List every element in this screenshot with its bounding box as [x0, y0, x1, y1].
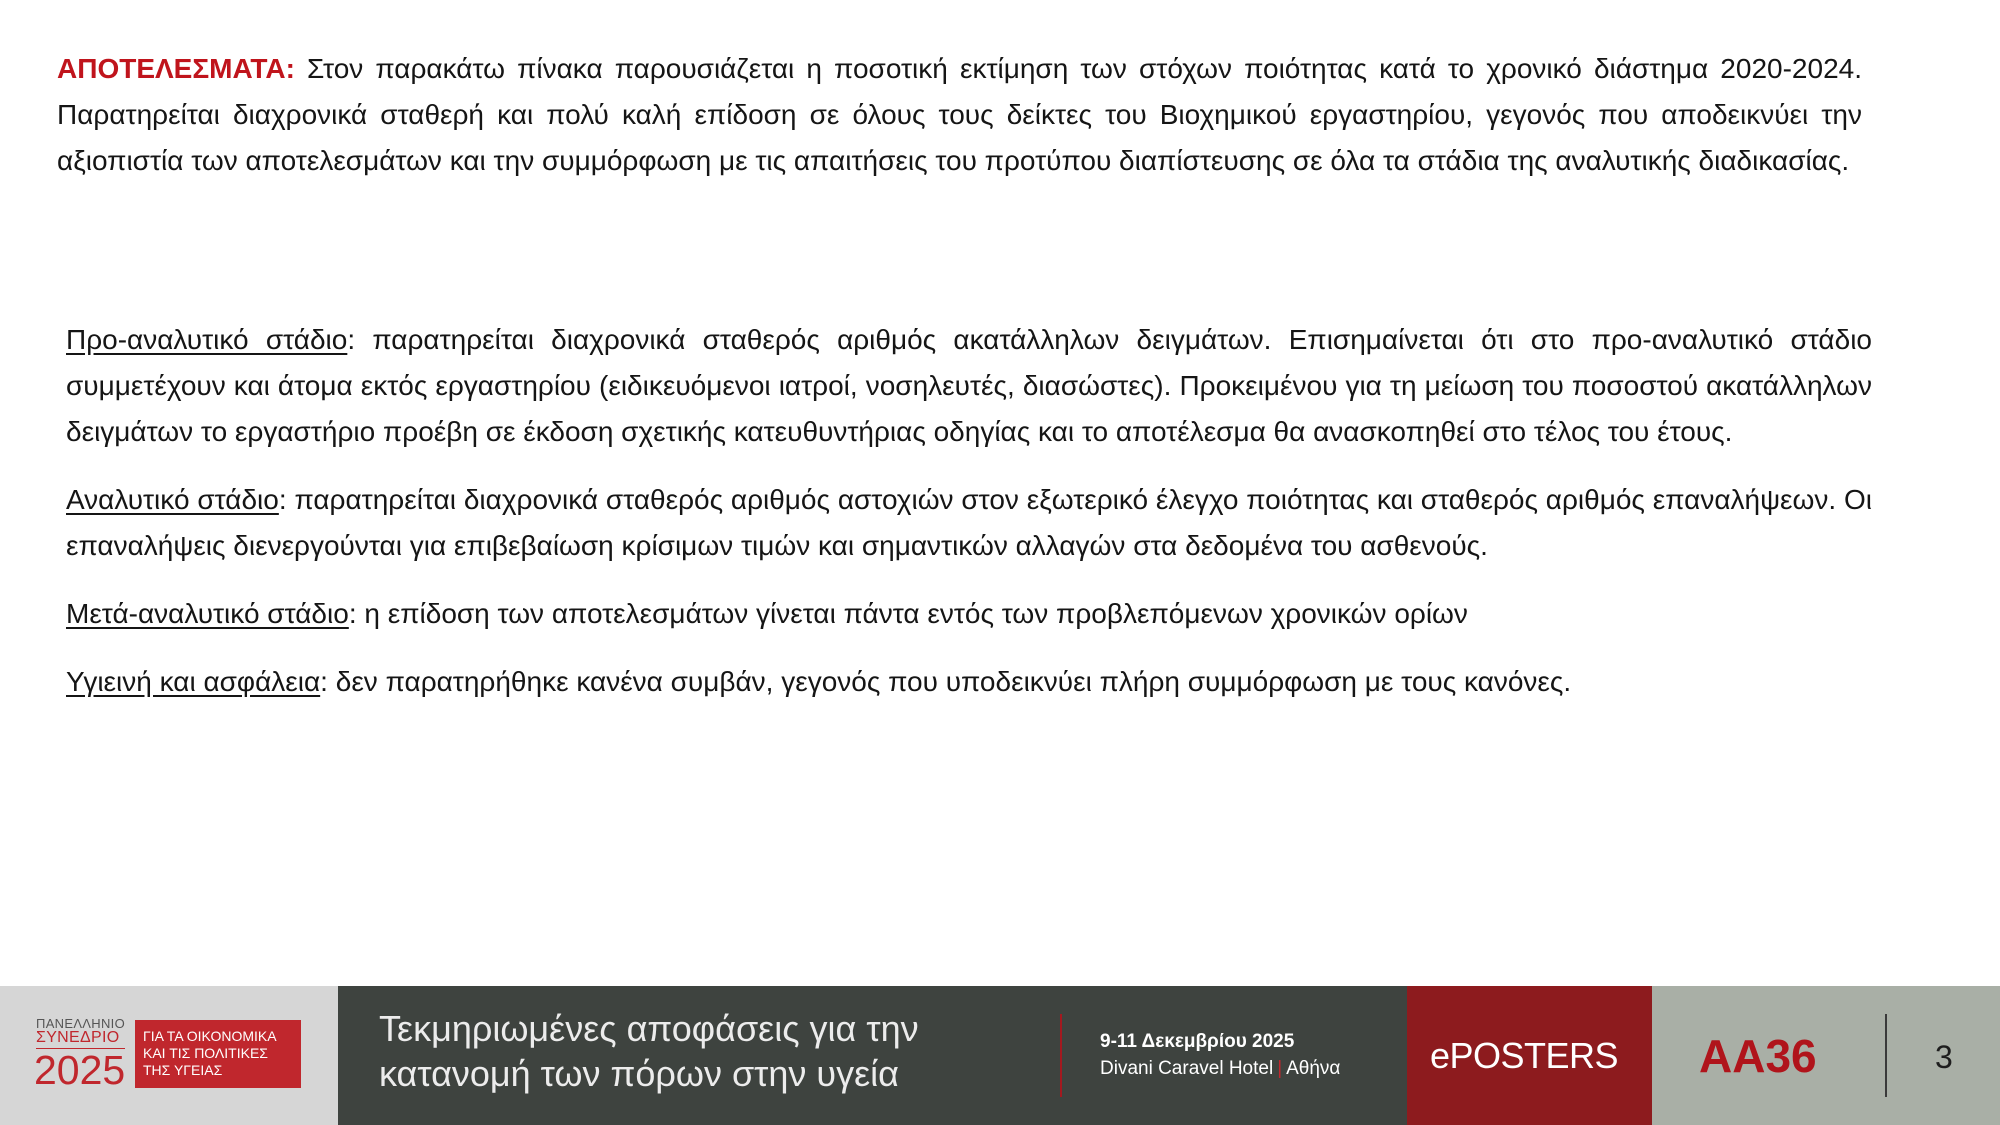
- results-paragraph: [57, 46, 1862, 184]
- poster-code-panel: [1652, 986, 2000, 1125]
- stage-text: : η επίδοση των αποτελεσμάτων γίνεται πάντα εντός των προβλεπόμενων χρονικών ορίων: [348, 598, 1468, 629]
- theme-line: κατανομή των πόρων στην υγεία: [379, 1053, 899, 1094]
- logo-box-line: ΓΙΑ ΤΑ ΟΙΚΟΝΟΜΙΚΑ: [143, 1028, 277, 1044]
- eposters-label: ePOSTERS: [1430, 1035, 1619, 1076]
- footer-banner: [0, 986, 2000, 1125]
- conference-dates: 9-11 Δεκεμβρίου 2025: [1100, 1031, 1295, 1052]
- stages-section: [66, 317, 1872, 727]
- logo-panhellenic: ΠΑΝΕΛΛΗΝΙΟ: [36, 1016, 125, 1031]
- venue-name: Divani Caravel Hotel: [1100, 1058, 1274, 1079]
- logo-conference: ΣΥΝΕΔΡΙΟ: [36, 1029, 120, 1046]
- stage-text: : δεν παρατηρήθηκε κανένα συμβάν, γεγονός που υποδεικνύει πλήρη συμμόρφωση με τους κανόνες.: [320, 666, 1572, 697]
- page-number: 3: [1935, 1039, 1953, 1075]
- logo-box-line: ΤΗΣ ΥΓΕΙΑΣ: [143, 1062, 223, 1078]
- stage-post-analytical: [66, 591, 1872, 637]
- poster-code: AA36: [1699, 1030, 1817, 1082]
- logo-red-box: [135, 1020, 301, 1088]
- stage-analytical: [66, 477, 1872, 569]
- results-label: ΑΠΟΤΕΛΕΣΜΑΤΑ:: [57, 53, 295, 84]
- results-text: Στον παρακάτω πίνακα παρουσιάζεται η ποσοτική εκτίμηση των στόχων ποιότητας κατά το χρονικό διάστημα 2020-2024. Παρατηρείται διαχρονικά σταθερή και πολύ καλή επίδοση σε όλους τους δείκτες του Βιοχημικού εργαστηρίου, γεγονός που αποδεικνύει την αξιοπιστία των αποτελεσμάτων και την συμμόρφωση με τις απαιτήσεις του προτύπου διαπίστευσης σε όλα τα στάδια της αναλυτικής διαδικασίας.: [57, 53, 1862, 176]
- eposters-panel: [1407, 986, 1652, 1125]
- logo-box-line: ΚΑΙ ΤΙΣ ΠΟΛΙΤΙΚΕΣ: [143, 1045, 268, 1061]
- stage-health-safety: [66, 659, 1872, 705]
- stage-label: Προ-αναλυτικό στάδιο: [66, 324, 348, 355]
- stage-label: Αναλυτικό στάδιο: [66, 484, 279, 515]
- logo-year: 2025: [34, 1047, 126, 1093]
- theme-divider: [1060, 1014, 1062, 1097]
- venue-city: Αθήνα: [1286, 1058, 1341, 1079]
- stage-pre-analytical: [66, 317, 1872, 455]
- conference-venue: [1100, 1056, 1340, 1082]
- conference-theme: [379, 1006, 919, 1096]
- conference-theme-panel: [338, 986, 1407, 1125]
- stage-text: : παρατηρείται διαχρονικά σταθερός αριθμός αστοχιών στον εξωτερικό έλεγχο ποιότητας και σταθερός αριθμός επαναλήψεων. Οι επαναλήψεις διενεργούνται για επιβεβαίωση κρίσιμων τιμών και σημαντικών αλλαγών στα δεδομένα του ασθενούς.: [66, 484, 1872, 561]
- theme-line: Τεκμηριωμένες αποφάσεις για την: [379, 1008, 919, 1049]
- venue-separator: |: [1277, 1058, 1283, 1079]
- stage-text: : παρατηρείται διαχρονικά σταθερός αριθμός ακατάλληλων δειγμάτων. Επισημαίνεται ότι στο προ-αναλυτικό στάδιο συμμετέχουν και άτομα εκτός εργαστηρίου (ειδικευόμενοι ιατροί, νοσηλευτές, διασώστες). Προκειμένου για τη μείωση του ποσοστού ακατάλληλων δειγμάτων το εργαστήριο προέβη σε έκδοση σχετικής κατευθυντήριας οδηγίας και το αποτέλεσμα θα ανασκοπηθεί στο τέλος του έτους.: [66, 324, 1872, 447]
- code-divider: [1885, 1014, 1887, 1097]
- stage-label: Υγιεινή και ασφάλεια: [66, 666, 321, 697]
- conference-logo: [0, 986, 338, 1125]
- stage-label: Μετά-αναλυτικό στάδιο: [66, 598, 349, 629]
